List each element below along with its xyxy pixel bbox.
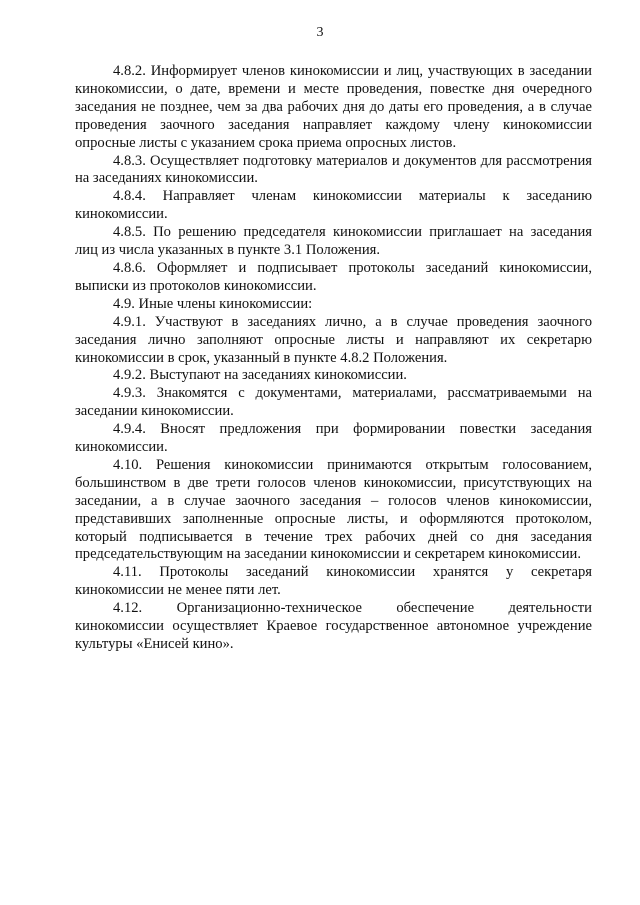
paragraph-4-11: 4.11. Протоколы заседаний кинокомиссии хранятся у секретаря кинокомиссии не менее пяти лет.	[75, 564, 592, 599]
paragraph-4-9-3: 4.9.3. Знакомятся с документами, материалами, рассматриваемыми на заседании кинокомиссии.	[75, 385, 592, 420]
paragraph-4-9-4: 4.9.4. Вносят предложения при формировании повестки заседания кинокомиссии.	[75, 421, 592, 456]
page-number: 3	[316, 25, 324, 40]
paragraph-4-8-6: 4.8.6. Оформляет и подписывает протоколы заседаний кинокомиссии, выписки из протоколов кинокомиссии.	[75, 259, 592, 294]
paragraph-4-10: 4.10. Решения кинокомиссии принимаются открытым голосованием, большинством в две трети голосов членов кинокомиссии, присутствующих на заседании, а в случае заочного заседания – голосов членов кинокомиссии, представивших заполненные опросные листы, и оформляются протоколом, который подписывается в течение трех рабочих дней со дня заседания председательствующим на заседании кинокомиссии и секретарем кинокомиссии.	[75, 456, 592, 563]
paragraph-4-9-2: 4.9.2. Выступают на заседаниях кинокомиссии.	[113, 367, 407, 384]
paragraph-4-8-5: 4.8.5. По решению председателя кинокомиссии приглашает на заседания лиц из числа указанных в пункте 3.1 Положения.	[75, 224, 592, 259]
paragraph-4-8-3: 4.8.3. Осуществляет подготовку материалов и документов для рассмотрения на заседаниях кинокомиссии.	[75, 152, 592, 187]
paragraph-4-9-1: 4.9.1. Участвуют в заседаниях лично, а в случае проведения заочного заседания лично заполняют опросные листы и направляют их секретарю кинокомиссии в срок, указанный в пункте 4.8.2 Положения.	[75, 313, 592, 366]
paragraph-4-8-2: 4.8.2. Информирует членов кинокомиссии и лиц, участвующих в заседании кинокомиссии, о дате, времени и месте проведения, повестке дня очередного заседания не позднее, чем за два рабочих дня до даты его проведения, а в случае проведения заочного заседания направляет каждому члену кинокомиссии опросные листы с указанием срока приема опросных листов.	[75, 63, 592, 151]
document-body	[75, 63, 592, 654]
paragraph-4-12: 4.12. Организационно-техническое обеспечение деятельности кинокомиссии осуществляет Краевое государственное автономное учреждение культуры «Енисей кино».	[75, 600, 592, 652]
paragraph-4-8-4: 4.8.4. Направляет членам кинокомиссии материалы к заседанию кинокомиссии.	[75, 188, 592, 223]
paragraph-4-9: 4.9. Иные члены кинокомиссии:	[113, 295, 313, 312]
